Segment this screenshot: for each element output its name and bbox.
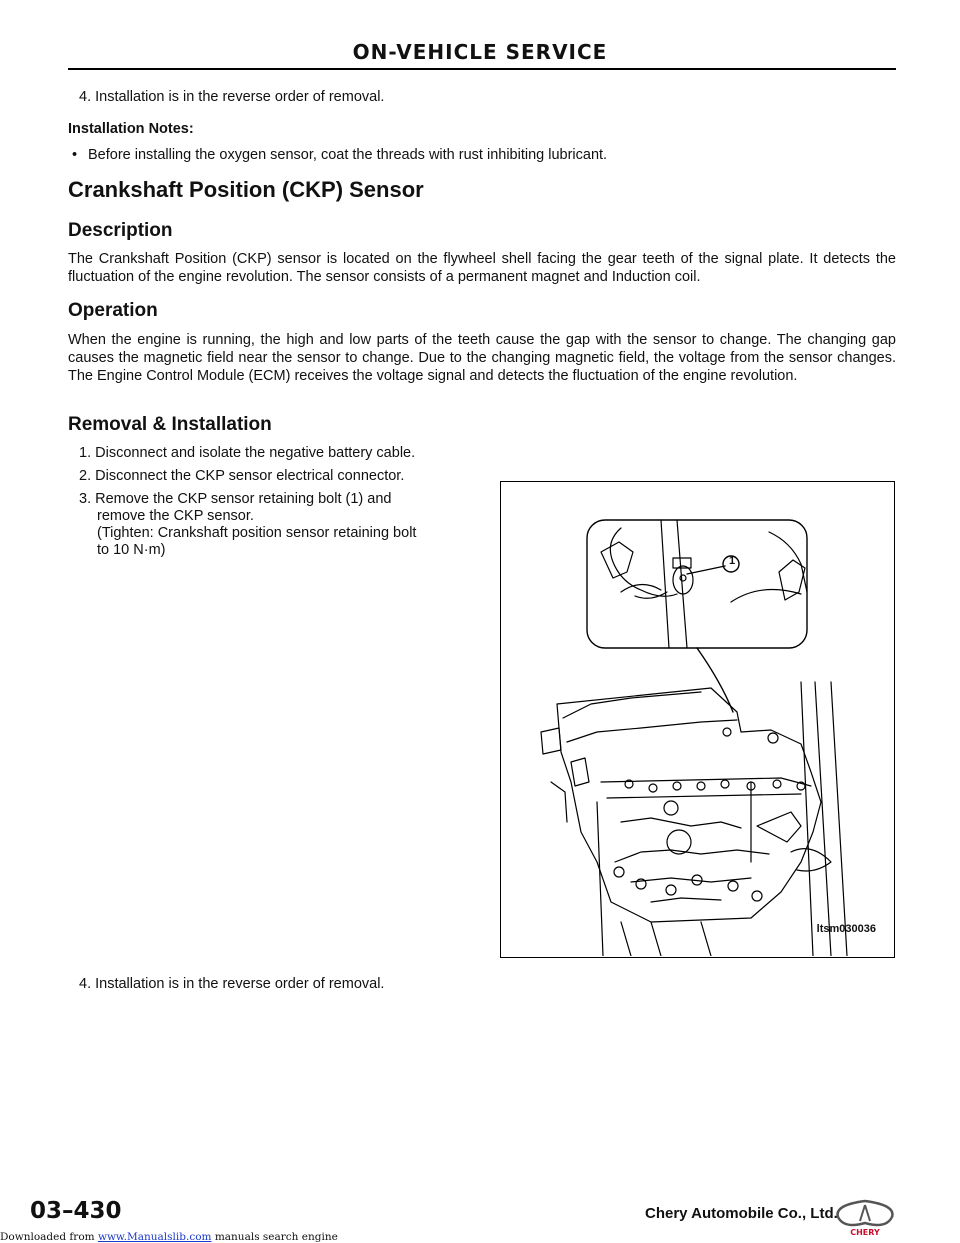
- page-number: 03–430: [30, 1198, 122, 1224]
- operation-heading: Operation: [68, 300, 158, 321]
- figure-code: ltsm030036: [816, 923, 876, 935]
- installation-notes-heading: Installation Notes:: [68, 121, 194, 137]
- installation-note-text: Before installing the oxygen sensor, coat the threads with rust inhibiting lubricant.: [88, 147, 608, 163]
- step-3-torque-note: (Tighten: Crankshaft position sensor retaining bolt: [97, 525, 417, 541]
- removal-installation-heading: Removal & Installation: [68, 414, 272, 435]
- callout-number: 1: [728, 555, 736, 567]
- step-1: 1. Disconnect and isolate the negative battery cable.: [79, 445, 416, 461]
- step-3-continued: remove the CKP sensor.: [97, 508, 254, 524]
- step-3-torque-value: to 10 N·m): [97, 542, 166, 558]
- page-header-title: ON-VEHICLE SERVICE: [352, 40, 608, 64]
- prior-step-4: 4. Installation is in the reverse order of removal.: [79, 89, 385, 105]
- tagline-text: manuals search engine: [214, 1231, 338, 1243]
- step-2: 2. Disconnect the CKP sensor electrical connector.: [79, 468, 405, 484]
- step-4: 4. Installation is in the reverse order of removal.: [79, 976, 385, 992]
- engine-line-drawing: [501, 482, 893, 956]
- downloaded-from-text: Downloaded from: [0, 1231, 95, 1243]
- operation-text: When the engine is running, the high and low parts of the teeth cause the gap with the sensor to change. The changing gap causes the magnetic field near the sensor to change. Due to the changing magnetic field, the voltage from the sensor changes. The Engine Control Module (ECM) receives the voltage signal and detects the fluctuation of the engine revolution.: [68, 332, 896, 384]
- manualslib-link[interactable]: www.Manualslib.com: [97, 1231, 212, 1243]
- section-title: Crankshaft Position (CKP) Sensor: [68, 177, 424, 202]
- description-text: The Crankshaft Position (CKP) sensor is located on the flywheel shell facing the gear teeth of the signal plate. It detects the fluctuation of the engine revolution. The sensor consists of a permanent magnet and Induction coil.: [68, 251, 896, 285]
- ckp-sensor-figure: [500, 481, 895, 958]
- detail-inset: [587, 520, 807, 648]
- step-3: 3. Remove the CKP sensor retaining bolt (1) and: [79, 491, 392, 507]
- company-name: Chery Automobile Co., Ltd.: [645, 1205, 838, 1222]
- download-attribution: [0, 1231, 338, 1243]
- header-rule: [68, 68, 896, 70]
- description-heading: Description: [68, 220, 173, 241]
- logo-text: CHERY: [850, 1228, 880, 1237]
- bullet-mark: •: [72, 147, 78, 163]
- chery-logo-icon: [830, 1197, 900, 1237]
- chery-logo: [830, 1197, 900, 1242]
